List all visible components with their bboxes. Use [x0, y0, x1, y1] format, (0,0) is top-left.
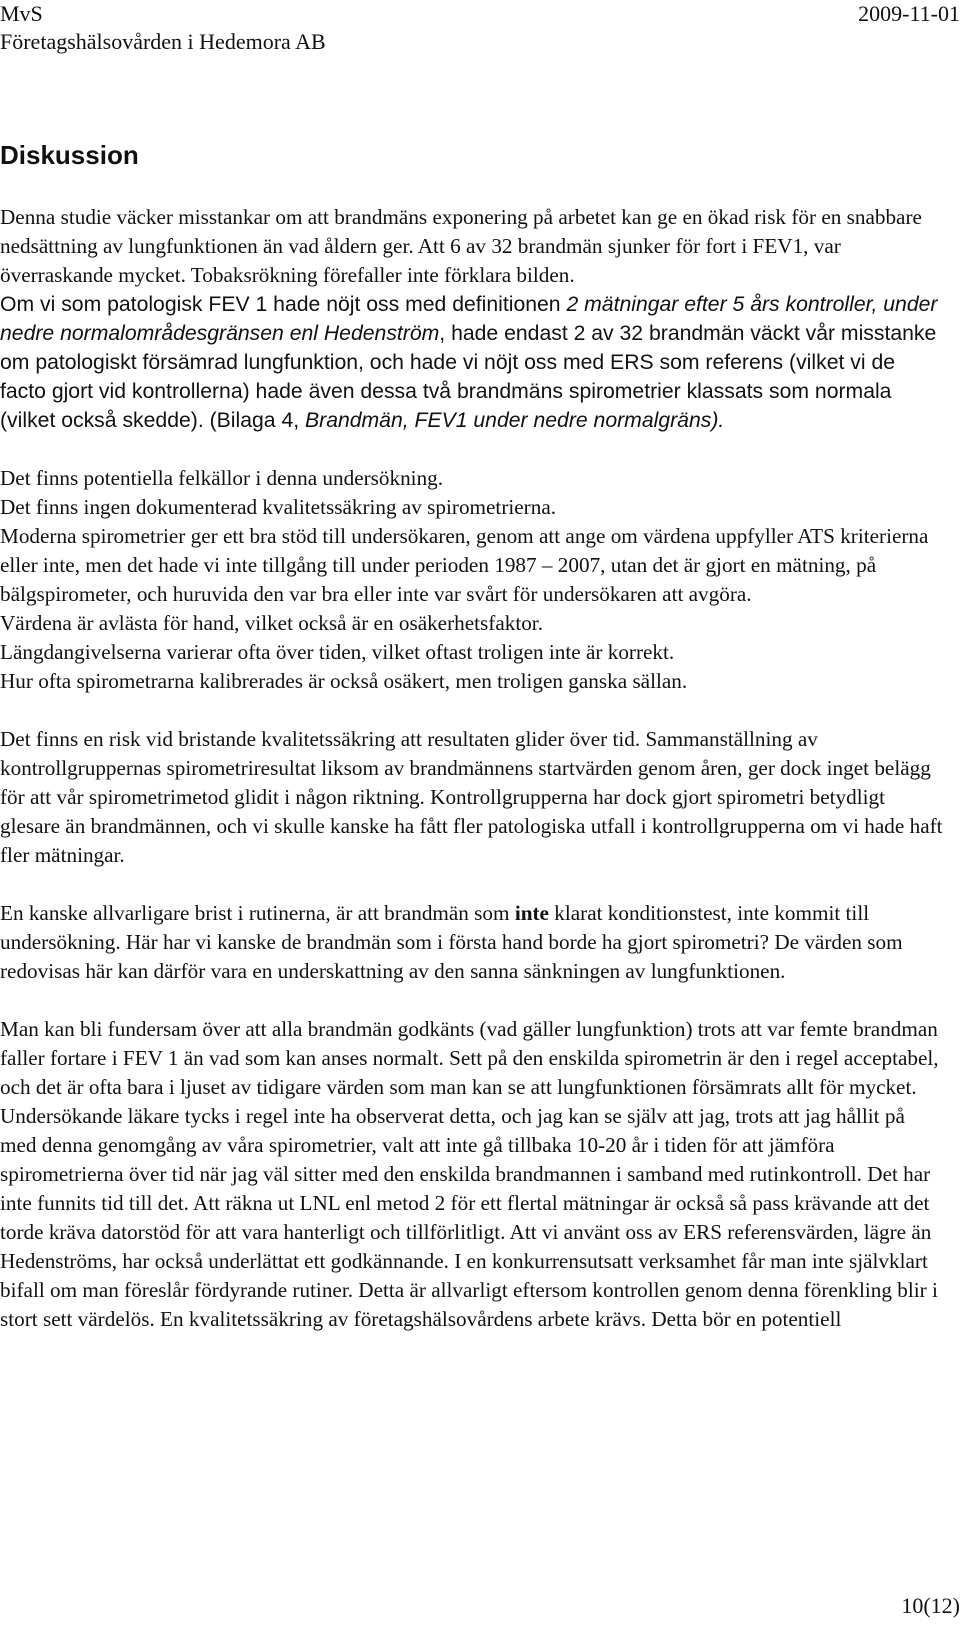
- definition-text-b: , hade endast 2 av 32 brandmän väckt vår misstanke om patologiskt försämrad lungfunktion, och hade vi nöjt oss med ERS som referens (vilket vi de facto gjort vid kontrollerna) hade även dessa två brandmäns spirometrier klassats som normala (vilket också skedde). (Bilaga 4,: [0, 322, 937, 432]
- routine-flaw-bold: inte: [514, 901, 549, 925]
- definition-italic: 2 mätningar efter 5 års kontroller, under nedre normalområdesgränsen enl Hedenström: [0, 293, 938, 345]
- modern-spirometry-line: Moderna spirometrier ger ett bra stöd till undersökaren, genom att ange om värdena uppfyller ATS kriterierna eller inte, men det hade vi inte tillgång till under perioden 1987 – 2007, utan det är gjort en mätning, på bälgspirometer, och huruvida den var bra eller inte var svårt för undersökaren att avgöra.: [0, 524, 929, 606]
- intro-paragraph: Denna studie väcker misstankar om att brandmäns exponering på arbetet kan ge en ökad risk för en snabbare nedsättning av lungfunktionen än vad åldern ger. Att 6 av 32 brandmän sjunker för fort i FEV1, var överraskande mycket. Tobaksrökning förefaller inte förklara bilden.: [0, 205, 922, 287]
- calibration-line: Hur ofta spirometrarna kalibrerades är också osäkert, men troligen ganska sällan.: [0, 669, 688, 693]
- routine-flaw-text-a: En kanske allvarligare brist i rutinerna, är att brandmän som: [0, 901, 515, 925]
- drift-paragraph: Det finns en risk vid bristande kvalitetssäkring att resultaten glider över tid. Sammanställning av kontrollgruppernas spirometriresultat liksom av brandmännens startvärden genom åren, ger dock inget belägg för att vår spirometrimetod glidit i någon riktning. Kontrollgrupperna har dock gjort spirometri betydligt glesare än brandmännen, och vi skulle kanske ha fått fler patologiska utfall i kontrollgrupperna om vi hade haft fler mätningar.: [0, 727, 943, 867]
- routine-flaw-text-b: klarat konditionstest, inte kommit till undersökning. Här har vi kanske de brandmän som i första hand borde ha gjort spirometri? De värden som redovisas här kan därför vara en underskattning av den sanna sänkningen av lungfunktionen.: [0, 901, 903, 983]
- no-qa-line: Det finns ingen dokumenterad kvalitetssäkring av spirometrierna.: [0, 495, 557, 519]
- page-number: 10(12): [901, 1593, 960, 1618]
- document-date: 2009-11-01: [858, 1, 960, 26]
- appendix-reference: Brandmän, FEV1 under nedre normalgräns).: [305, 409, 725, 432]
- section-heading: Diskussion: [0, 140, 139, 170]
- document-body: [0, 203, 946, 1334]
- manual-reading-line: Värdena är avlästa för hand, vilket också är en osäkerhetsfaktor.: [0, 611, 543, 635]
- organization-name: Företagshälsovården i Hedemora AB: [0, 29, 326, 54]
- error-sources-line: Det finns potentiella felkällor i denna undersökning.: [0, 466, 444, 490]
- author-initials: MvS: [0, 1, 43, 26]
- routine-flaw-paragraph: [0, 899, 946, 986]
- height-variation-line: Längdangivelserna varierar ofta över tiden, vilket oftast troligen inte är korrekt.: [0, 640, 675, 664]
- concluding-paragraph: Man kan bli fundersam över att alla brandmän godkänts (vad gäller lungfunktion) trots att var femte brandman faller fortare i FEV 1 än vad som kan anses normalt. Sett på den enskilda spirometrin är den i regel acceptabel, och det är ofta bara i ljuset av tidigare värden som man kan se att lungfunktionen försämrats allt för mycket. Undersökande läkare tycks i regel inte ha observerat detta, och jag kan se själv att jag, trots att jag hållit på med denna genomgång av våra spirometrier, valt att inte gå tillbaka 10-20 år i tiden för att jämföra spirometrierna över tid när jag väl sitter med den enskilda brandmannen i samband med rutinkontroll. Det har inte funnits tid till det. Att räkna ut LNL enl metod 2 för ett flertal mätningar är också så pass krävande att det torde kräva datorstöd för att vara hanterligt och tillförlitligt. Att vi använt oss av ERS referensvärden, lägre än Hedenströms, har också underlättat ett godkännande. I en konkurrensutsatt verksamhet får man inte självklart bifall om man föreslår fördyrande rutiner. Detta är allvarligt eftersom kontrollen genom denna förenkling blir i stort sett värdelös. En kvalitetssäkring av företagshälsovårdens arbete krävs. Detta bör en potentiell: [0, 1017, 939, 1331]
- definition-text-a: Om vi som patologisk FEV 1 hade nöjt oss med definitionen: [0, 293, 567, 316]
- definition-paragraph: [0, 290, 946, 435]
